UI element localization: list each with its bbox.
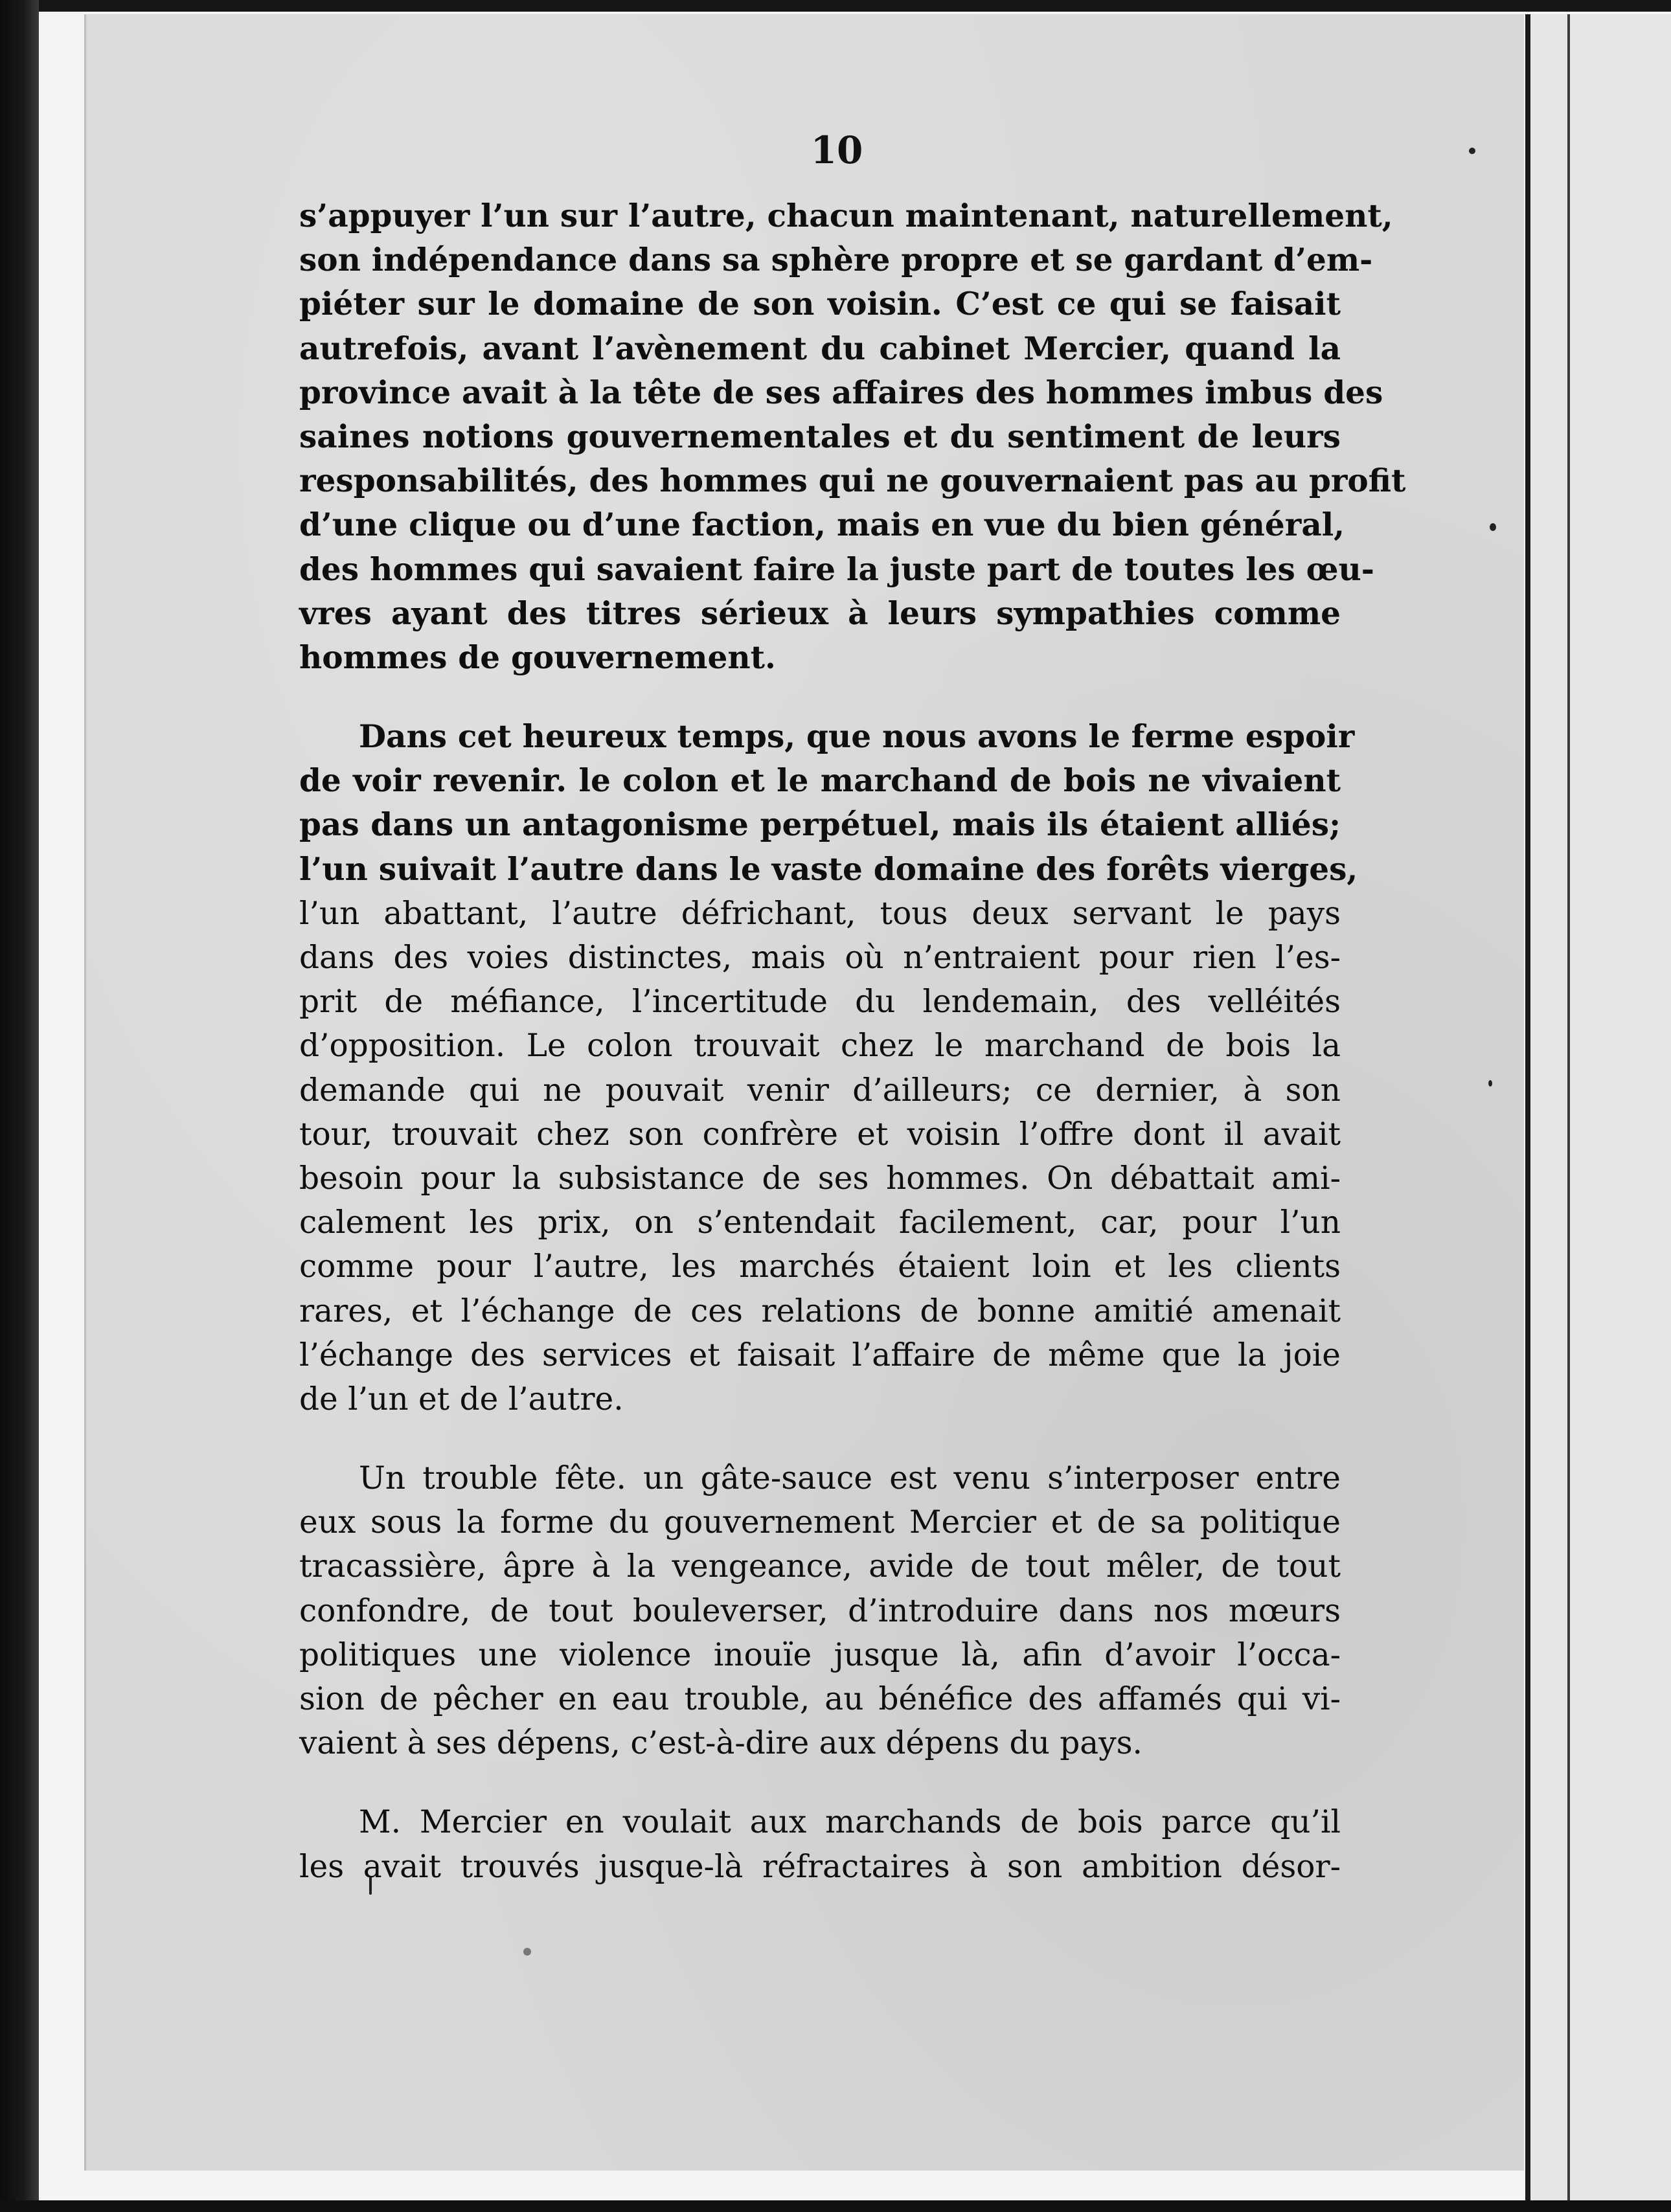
paragraph-4 [299, 1800, 1341, 1888]
text-line: vaient à ses dépens, c’est-à-dire aux dépens du pays. [299, 1725, 1142, 1762]
scan-speck [1490, 523, 1496, 531]
text-line: besoin pour la subsistance de ses hommes. On débattait ami- [299, 1160, 1341, 1197]
body-text [299, 194, 1406, 1889]
scan-top-border [0, 0, 1671, 12]
text-line: de l’un et de l’autre. [299, 1381, 624, 1417]
text-line: Dans cet heureux temps, que nous avons le ferme espoir [359, 718, 1355, 756]
paragraph-gap [299, 1421, 1341, 1456]
scan-speck [1469, 148, 1475, 154]
text-line: confondre, de tout bouleverser, d’introduire dans nos mœurs [299, 1592, 1341, 1629]
text-line: tour, trouvait chez son confrère et voisin l’offre dont il avait [299, 1116, 1341, 1153]
text-line: s’appuyer l’un sur l’autre, chacun maintenant, naturellement, [299, 198, 1393, 234]
text-line: piéter sur le domaine de son voisin. C’est ce qui se faisait [299, 286, 1341, 323]
paragraph-3 [299, 1456, 1341, 1765]
text-line: l’échange des services et faisait l’affaire de même que la joie [299, 1337, 1341, 1373]
paragraph-gap [299, 1765, 1341, 1800]
text-line: son indépendance dans sa sphère propre et se gardant d’em- [299, 242, 1373, 279]
page-gutter-line [1525, 14, 1530, 2200]
scan-speck [1488, 1080, 1492, 1087]
text-line: comme pour l’autre, les marchés étaient loin et les clients [299, 1248, 1341, 1285]
text-line: des hommes qui savaient faire la juste part de toutes les œu- [299, 550, 1374, 588]
text-line: M. Mercier en voulait aux marchands de bois parce qu’il [359, 1804, 1341, 1841]
text-line: autrefois, avant l’avènement du cabinet Mercier, quand la [299, 330, 1341, 367]
text-line: pas dans un antagonisme perpétuel, mais ils étaient alliés; [299, 806, 1341, 844]
scan-left-border [0, 0, 39, 2212]
text-line: sion de pêcher en eau trouble, au bénéfice des affamés qui vi- [299, 1681, 1341, 1717]
scan-speck [523, 1948, 531, 1956]
text-line: Un trouble fête. un gâte-sauce est venu s’interposer entre [359, 1460, 1341, 1497]
text-line: d’opposition. Le colon trouvait chez le marchand de bois la [299, 1028, 1341, 1065]
text-line: vres ayant des titres sérieux à leurs sympathies comme [299, 594, 1341, 632]
text-line: prit de méfiance, l’incertitude du lendemain, des velléités [299, 984, 1341, 1021]
text-line: calement les prix, on s’entendait facilement, car, pour l’un [299, 1204, 1341, 1241]
scan-bottom-border [0, 2200, 1671, 2212]
text-line: de voir revenir. le colon et le marchand de bois ne vivaient [299, 762, 1341, 800]
adjacent-page-edge [1567, 14, 1570, 2200]
text-line: politiques une violence inouïe jusque là, afin d’avoir l’occa- [299, 1636, 1341, 1673]
text-line: dans des voies distinctes, mais où n’entraient pour rien l’es- [299, 940, 1341, 976]
text-line: province avait à la tête de ses affaires des hommes imbus des [299, 374, 1383, 411]
text-line: hommes de gouvernement. [299, 638, 776, 676]
page-number: 10 [810, 128, 863, 172]
text-line: les avait trouvés jusque-là réfractaires à son ambition désor- [299, 1848, 1341, 1885]
text-line: d’une clique ou d’une faction, mais en vue du bien général, [299, 506, 1345, 544]
paragraph-gap [299, 680, 1341, 715]
adjacent-page-strip [1530, 14, 1671, 2200]
text-line: rares, et l’échange de ces relations de bonne amitié amenait [299, 1292, 1341, 1329]
text-line: demande qui ne pouvait venir d’ailleurs; ce dernier, à son [299, 1072, 1341, 1109]
text-line: tracassière, âpre à la vengeance, avide de tout mêler, de tout [299, 1548, 1341, 1585]
paragraph-2 [299, 715, 1358, 1421]
text-line: l’un abattant, l’autre défrichant, tous deux servant le pays [299, 895, 1341, 932]
text-line: l’un suivait l’autre dans le vaste domaine des forêts vierges, [299, 850, 1358, 888]
paragraph-1 [299, 194, 1406, 680]
text-line: responsabilités, des hommes qui ne gouvernaient pas au profit [299, 462, 1406, 500]
text-line: eux sous la forme du gouvernement Mercier et de sa politique [299, 1504, 1341, 1541]
text-line: saines notions gouvernementales et du sentiment de leurs [299, 418, 1341, 455]
